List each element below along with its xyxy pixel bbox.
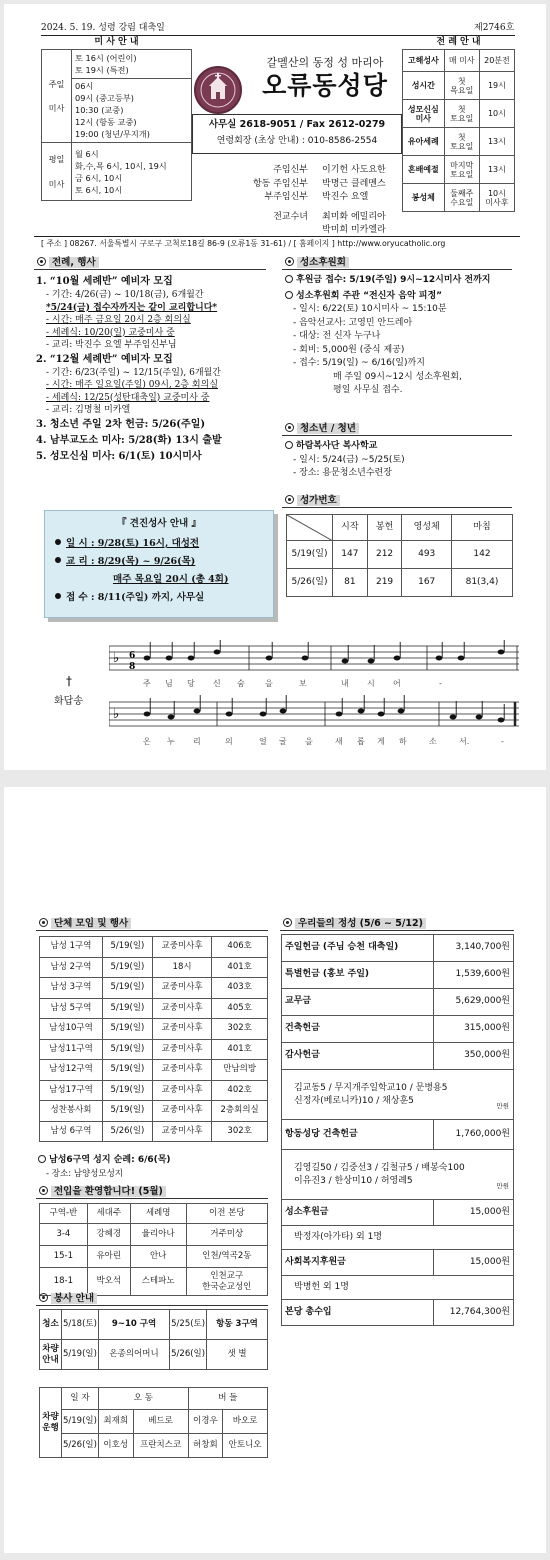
svg-text:♭: ♭ (113, 707, 120, 722)
church-logo-icon (196, 68, 240, 112)
cleaning-table: 청소 5/18(토) 9~10 구역 5/25(토) 항동 3구역 차량 안내 5/19(일) 온종의어머니 5/26(일) 샛 별 (39, 1309, 268, 1370)
psalm-label: 화답송 (54, 696, 83, 707)
offering-label: 주일헌금 (주님 승천 대축일) (282, 935, 434, 962)
clergy-list: 주임신부 이기헌 사도요한 항동 주임신부 박명근 클레멘스 부주임신부 박진수 요엘 전교수녀 최미화 에밀리아 박미희 미카엘라 (252, 165, 386, 235)
diagonal-icon (287, 515, 333, 541)
music-note-icon (144, 712, 151, 717)
bullet-icon (285, 257, 294, 266)
music-note-icon (144, 656, 151, 661)
group-row: 남성 1구역 5/19(일) 교중미사후 406호 (40, 937, 268, 958)
lyric-syllable: 을 (265, 679, 273, 688)
welcome-row: 15-1 유아린 안나 인천/역곡2동 (40, 1246, 268, 1268)
group-row: 성찬봉사회 5/19(일) 교중미사후 2층회의실 (40, 1101, 268, 1122)
hymn-table: 시작 봉헌 영성체 마침 5/19(일) 147 212 493 142 5/26(일) 81 219 167 81(3,4) (286, 514, 513, 597)
address: [ 주소 ] 08267. 서울특별시 구로구 고척로18길 86-9 (오류1동 31-61) / [ 홈페이지 ] http://www.oryucatholic.org (41, 239, 446, 248)
lyric-syllable: 서. (459, 737, 470, 746)
liturgy-item: 1. “10월 세례반” 예비자 모집 (36, 276, 173, 287)
lyric-syllable: - (439, 679, 442, 688)
parish-subtitle: 갈멜산의 동정 성 마리아 (266, 56, 384, 69)
hymns-section-title: 성가번호 (282, 494, 512, 507)
lyric-syllable: 얼 (259, 737, 267, 746)
lyric-syllable: 숨 (237, 679, 245, 688)
music-note-icon (260, 712, 267, 717)
funeral-contact: 연령회장 (초상 안내) : 010-8586-2554 (216, 135, 378, 146)
header-rule (41, 35, 515, 36)
music-note-icon (450, 715, 457, 720)
music-note-icon (302, 656, 309, 661)
bulletin-page-2 (4, 787, 546, 1553)
music-note-icon (166, 656, 173, 661)
mass-schedule-table: 주일 미사 토 16시 (어린이) 토 19시 (특전) 06시 09시 (중고등부) 10:30 (교중) 12시 (항동 교중) 19:00 (청년/무지개) 평일 미사 월 6시 화,수,목 6시, 10시, 19시 금 6시, 10시 토 6시, 10시 (41, 49, 192, 201)
group-row: 남성 2구역 5/19(일) 18시 401호 (40, 957, 268, 978)
service-section-title: 봉사 안내 (36, 1292, 268, 1305)
hymn-row: 5/26(일) 81 219 167 81(3,4) (287, 569, 513, 597)
lyric-syllable: 누 (167, 737, 175, 746)
lyric-syllable: 신 (213, 679, 221, 688)
bullet-icon (39, 918, 48, 927)
svg-text:6: 6 (129, 651, 136, 661)
welcome-row: 3-4 강혜경 율리아나 거주미상 (40, 1224, 268, 1246)
vehicle-row: 5/26(일) 이호성 프란치스코 허창회 안토니오 (40, 1434, 268, 1458)
confirmation-title: 『 견진성사 안내 』 (117, 518, 201, 529)
lyric-syllable: 리 (193, 737, 201, 746)
lyric-syllable: - (501, 737, 504, 746)
issue-date: 2024. 5. 19. 성령 강림 대축일 (41, 23, 165, 33)
group-row: 남성 5구역 5/19(일) 교중미사후 405호 (40, 998, 268, 1019)
bullet-icon (283, 918, 292, 927)
lyric-syllable: 새 (335, 737, 343, 746)
rite-row: 성모신심 미사 첫 토요일 10시 (403, 100, 515, 128)
hymn-row: 5/19(일) 147 212 493 142 (287, 541, 513, 569)
rite-row: 유아세례 첫 토요일 13시 (403, 128, 515, 156)
offering-table: 주일헌금 (주님 승천 대축일) 3,140,700원 특별헌금 (홍보 주일) 1,539,600원 교무금 5,629,000원 건축헌금 315,000원 감사헌금 350,000원 김교동5 / 무지개주일학교10 / 문병용5 신정자(베로니카)10 / 채상훈5 만원 항동성당 건축헌금 1,760,000원 김영길50 / 김중선3 / 김철규5 / 배봉숙100 이유진3 / 한상미10 / 허영례5 만원 성소후원금 15,000원 박정자(아가타) 외 1명 사회복지후원금 15,000원 박병헌 외 1명 본당 총수입 12,764,300원 (281, 934, 514, 1326)
rite-title: 전 례 안 내 (436, 37, 481, 47)
liturgy-item: 3. 청소년 주일 2차 헌금: 5/26(주일) (36, 418, 206, 430)
rite-row: 고해성사 매 미사 20분전 (403, 50, 515, 72)
confirmation-notice: 『 견진성사 안내 』 일 시 : 9/28(토) 16시, 대성전 교 리 : 8/29(목) ~ 9/26(목) 매주 목요일 20시 (총 4회) 접 수 : 8/11(주일) 까지, 사무실 (44, 510, 274, 618)
youth-section-title: 청소년 / 청년 (282, 422, 512, 435)
lyric-syllable: 게 (377, 737, 385, 746)
lyric-syllable: 당 (187, 679, 195, 688)
bullet-icon (37, 257, 46, 266)
liturgy-item: 5. 성모신심 미사: 6/1(토) 10시미사 (36, 450, 202, 462)
music-note-icon (394, 656, 401, 661)
bullet-icon (39, 1293, 48, 1302)
lyric-syllable: 롭 (357, 737, 365, 746)
welcome-row: 18-1 박오석 스테파노 인천교구 한국순교성인 (40, 1268, 268, 1296)
music-note-icon (436, 656, 443, 661)
offering-section-title: 우리들의 정성 (5/6 ~ 5/12) (280, 917, 514, 930)
group-row: 남성17구역 5/19(일) 교중미사후 402호 (40, 1080, 268, 1101)
music-note-icon (458, 656, 465, 661)
lyric-syllable: 어 (393, 679, 401, 688)
rite-table (402, 49, 515, 212)
group-row: 남성12구역 5/19(일) 교중미사후 만남의방 (40, 1060, 268, 1081)
treble-clef-icon: ♭ (113, 651, 120, 666)
parish-name: 오류동성당 (262, 71, 388, 100)
vehicle-row: 5/19(일) 최재희 베드로 이경우 바오로 (40, 1410, 268, 1434)
bulletin-page-1 (4, 4, 546, 770)
liturgy-section-title: 전례, 행사 (34, 256, 266, 269)
cross-icon: † (66, 674, 72, 688)
pilgrimage-place: - 장소: 남양성모성지 (46, 1169, 124, 1179)
mass-sat-1: 토 16시 (어린이) (75, 53, 137, 63)
lyric-syllable: 시 (367, 679, 375, 688)
music-note-icon (266, 656, 273, 661)
parish-logo (194, 66, 242, 114)
music-note-icon (226, 712, 233, 717)
issue-number: 제2746호 (474, 23, 515, 33)
music-note-icon (398, 709, 405, 714)
music-note-icon (194, 709, 201, 714)
groups-section-title: 단체 모임 및 행사 (36, 917, 268, 930)
bullet-icon (285, 495, 294, 504)
lyric-syllable: 내 (341, 679, 349, 688)
psalm-score (109, 640, 524, 756)
contact-box (192, 114, 402, 154)
lyric-syllable: 소 (429, 737, 437, 746)
lyric-syllable: 굴 (279, 737, 287, 746)
mass-sat-2: 토 19시 (특전) (75, 65, 129, 75)
group-row: 남성10구역 5/19(일) 교중미사후 302호 (40, 1019, 268, 1040)
music-note-icon (476, 715, 483, 720)
group-row: 남성11구역 5/19(일) 교중미사후 401호 (40, 1039, 268, 1060)
music-note-icon (358, 709, 365, 714)
group-row: 남성 3구역 5/19(일) 교중미사후 403호 (40, 978, 268, 999)
music-note-icon (498, 718, 505, 723)
liturgy-item: 2. “12월 세례반” 예비자 모집 (36, 353, 173, 365)
vehicle-table: 차량 운행 일 자 오 동 버 들 5/19(일) 최재희 베드로 이경우 바오로 5/26(일) 이호성 프란치스코 허창회 안토니오 (39, 1387, 268, 1458)
welcome-header: 구역-반 세대주 세례명 이전 본당 (40, 1204, 268, 1224)
address-rule (34, 236, 520, 237)
rite-row: 혼배예절 마지막 토요일 13시 (403, 156, 515, 184)
rite-row: 성시간 첫 목요일 19시 (403, 72, 515, 100)
mass-schedule-title: 미 사 안 내 (94, 37, 139, 47)
liturgy-list: 1. “10월 세례반” 예비자 모집 - 기간: 4/26(금) ~ 10/18(금), 6개월간 *5/24(금) 접수자까지는 같이 교리합니다* - 시간: 매주 금요일 20시 2층 회의실 - 세례식: 10/20(일) 교중미사 중 - 교리: 박진수 요엘 부주임신부님 2. “12월 세례반” 예비자 모집 - 기간: 6/23(주일) ~ 12/15(주일), 6개월간 - 시간: 매주 일요일(주일) 09시, 2층 회의실 - 세례식: 12/25(성탄대축일) 교중미사 중 - 교리: 김명철 미카엘 3. 청소년 주일 2차 헌금: 5/26(주일) 4. 남부교도소 미사: 5/28(화) 13시 출발 5. 성모신심 미사: 6/1(토) 10시미사 (36, 274, 222, 465)
music-note-icon (188, 656, 195, 661)
donor-list: 김영길50 / 김중선3 / 김철규5 / 배봉숙100 이유진3 / 한상미10 / 허영례5 만원 (282, 1150, 514, 1200)
lyric-syllable: 의 (225, 737, 233, 746)
bullet-icon (39, 1186, 48, 1195)
music-note-icon (280, 709, 287, 714)
music-note-icon (168, 715, 175, 720)
hymn-corner-cell (287, 515, 333, 541)
music-note-icon (214, 650, 221, 655)
music-note-icon (498, 650, 505, 655)
lyric-syllable: 님 (165, 679, 173, 688)
office-phone: 사무실 2618-9051 / Fax 2612-0279 (208, 119, 386, 130)
bullet-icon (285, 423, 294, 432)
welcome-section-title: 전입을 환영합니다! (5월) (36, 1185, 268, 1198)
liturgy-item: 4. 남부교도소 미사: 5/28(화) 13시 출발 (36, 434, 222, 446)
donor-list: 김교동5 / 무지개주일학교10 / 문병용5 신정자(베로니카)10 / 채상훈5 만원 (282, 1070, 514, 1120)
groups-table (39, 936, 268, 1142)
group-row: 남성 6구역 5/26(일) 교중미사후 302호 (40, 1121, 268, 1142)
music-note-icon (336, 712, 343, 717)
youth-list: 하람복사단 복사학교 - 일시: 5/24(금) ~5/25(토) - 장소: 용문청소년수련장 (285, 440, 405, 481)
lyric-syllable: 주 (143, 679, 151, 688)
lyric-syllable: 하 (399, 737, 407, 746)
rite-row: 봉성체 둘째주 수요일 10시 미사후 (403, 184, 515, 212)
lyric-syllable: 보 (299, 679, 307, 688)
svg-text:8: 8 (129, 662, 136, 672)
lyric-syllable: 을 (305, 737, 313, 746)
music-note-icon (368, 659, 375, 664)
lyric-syllable: 온 (143, 737, 151, 746)
vocation-list: 후원금 접수: 5/19(주일) 9시~12시미사 전까지 성소후원회 주관 “전신자 음악 피정” - 일시: 6/22(토) 10시미사 ~ 15:10분 - 음악선교사: 고영민 안드레아 - 대상: 전 신자 누구나 - 회비: 5,000원 (중식 제공) - 접수: 5/19(일) ~ 6/16(일)까지 매 주일 09시~12시 성소후원회, 평일 사무실 접수. (285, 274, 490, 398)
welcome-table (39, 1203, 268, 1296)
vocation-section-title: 성소후원회 (282, 256, 512, 269)
pilgrimage-note: 남성6구역 성지 순례: 6/6(목) (38, 1155, 171, 1166)
music-note-icon (378, 712, 385, 717)
music-note-icon (342, 659, 349, 664)
offering-label: 특별헌금 (홍보 주일) (282, 962, 434, 989)
